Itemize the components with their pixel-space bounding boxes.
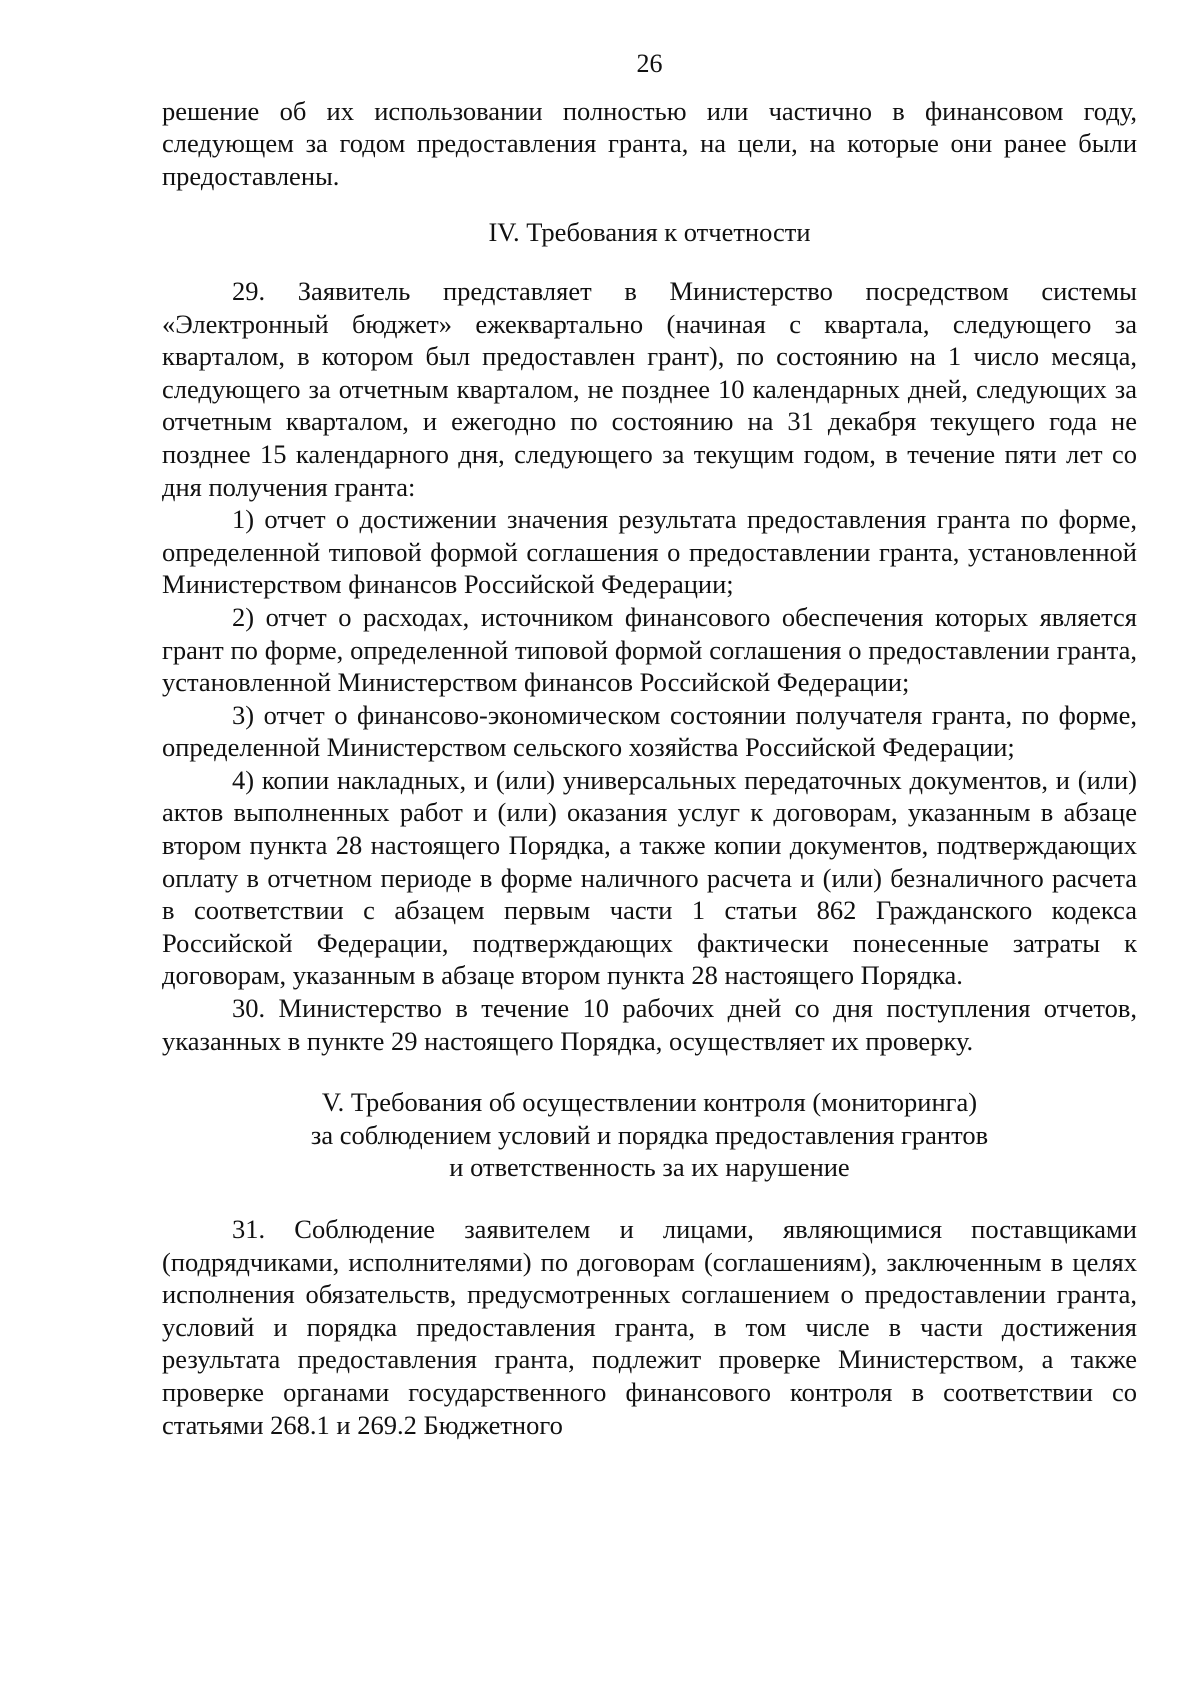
paragraph-31: 31. Соблюдение заявителем и лицами, являющимися поставщиками (подрядчиками, исполнителями) по договорам (соглашениям), заключенным в целях исполнения обязательств, предусмотренных соглашением о предоставлении гранта, условий и порядка предоставления гранта, в том числе в части достижения результата предоставления гранта, подлежит проверке Министерством, а также проверке органами государственного финансового контроля в соответствии со статьями 268.1 и 269.2 Бюджетного — [162, 1214, 1137, 1440]
paragraph-30: 30. Министерство в течение 10 рабочих дней со дня поступления отчетов, указанных в пункте 29 настоящего Порядка, осуществляет их проверку. — [162, 993, 1137, 1056]
list-item-1: 1) отчет о достижении значения результата предоставления гранта по форме, определенной типовой формой соглашения о предоставлении гранта, установленной Министерством финансов Российской Федерации; — [162, 504, 1137, 600]
intro-paragraph: решение об их использовании полностью или частично в финансовом году, следующем за годом предоставления гранта, на цели, на которые они ранее были предоставлены. — [162, 95, 1137, 191]
section-iv-heading: IV. Требования к отчетности — [488, 217, 811, 248]
section-v-heading — [162, 1086, 1137, 1184]
document-page — [162, 48, 1137, 1441]
section-v-heading-line-1: V. Требования об осуществлении контроля (мониторинга) — [321, 1087, 978, 1118]
page-number: 26 — [636, 49, 663, 78]
list-item-4: 4) копии накладных, и (или) универсальных передаточных документов, и (или) актов выполненных работ и (или) оказания услуг к договорам, указанным в абзаце втором пункта 28 настоящего Порядка, а также копии документов, подтверждающих оплату в отчетном периоде в форме наличного расчета и (или) безналичного расчета в соответствии с абзацем первым части 1 статьи 862 Гражданского кодекса Российской Федерации, подтверждающих фактически понесенные затраты к договорам, указанным в абзаце втором пункта 28 настоящего Порядка. — [162, 764, 1137, 991]
paragraph-29: 29. Заявитель представляет в Министерство посредством системы «Электронный бюджет» ежеквартально (начиная с квартала, следующего за кварталом, в котором был предоставлен грант), по состоянию на 1 число месяца, следующего за отчетным кварталом, не позднее 10 календарных дней, следующих за отчетным кварталом, и ежегодно по состоянию на 31 декабря текущего года не позднее 15 календарного дня, следующего за текущим годом, в течение пяти лет со дня получения гранта: — [162, 275, 1137, 502]
section-v-heading-line-2: за соблюдением условий и порядка предоставления грантов — [310, 1119, 989, 1150]
section-v-heading-line-3: и ответственность за их нарушение — [449, 1152, 850, 1183]
list-item-2: 2) отчет о расходах, источником финансового обеспечения которых является грант по форме, определенной типовой формой соглашения о предоставлении гранта, установленной Министерством финансов Российской Федерации; — [162, 601, 1137, 698]
list-item-3: 3) отчет о финансово-экономическом состоянии получателя гранта, по форме, определенной Министерством сельского хозяйства Российской Федерации; — [162, 699, 1137, 763]
